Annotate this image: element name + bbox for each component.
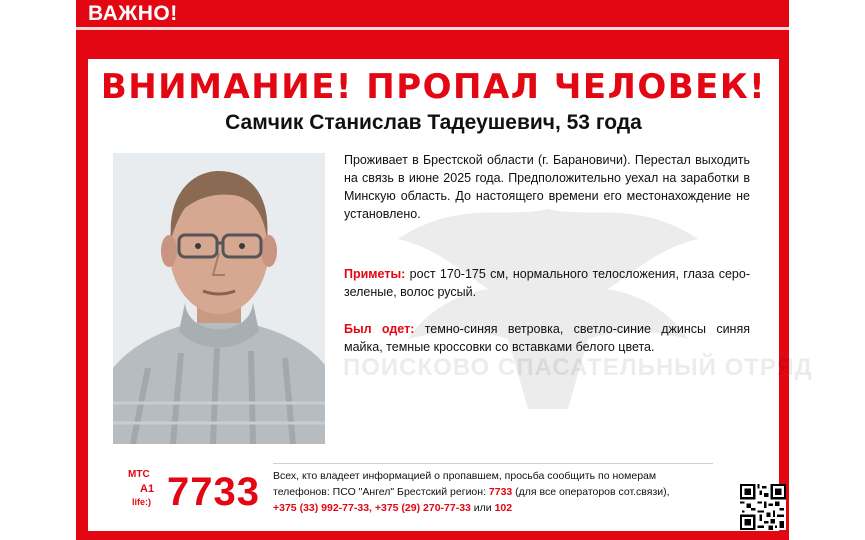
- watermark-text: ПОИСКОВО СПАСАТЕЛЬНЫЙ ОТРЯД: [343, 354, 813, 381]
- contact-phones: +375 (33) 992-77-33, +375 (29) 270-77-33: [273, 502, 471, 514]
- poster-card: [88, 59, 813, 531]
- contact-info: [273, 468, 733, 516]
- contact-line-2: [273, 484, 733, 500]
- clothes-text: темно-синяя ветровка, светло-синие джинсы синяя майка, темные кроссовки со вставками белого цвета.: [344, 322, 750, 354]
- top-banner: [76, 0, 789, 30]
- contact-line-1: Всех, кто владеет информацией о пропавшем, просьба сообщить по номерам: [273, 470, 657, 482]
- qr-code-icon[interactable]: [740, 484, 786, 530]
- banner-divider: [76, 27, 789, 30]
- emergency-number: 102: [494, 502, 513, 514]
- missing-person-poster: [76, 0, 813, 540]
- operators-logo-block: [128, 469, 268, 519]
- contact-or: или: [470, 502, 495, 514]
- signs-paragraph: [344, 265, 750, 301]
- signs-label: Приметы:: [344, 267, 406, 281]
- contact-line-2-prefix: телефонов: ПСО "Ангел" Брестский регион:: [273, 486, 489, 498]
- contact-line-3: [273, 500, 733, 516]
- person-name-age: Самчик Станислав Тадеушевич, 53 года: [225, 111, 642, 134]
- clothes-label: Был одет:: [344, 322, 415, 336]
- headline: ВНИМАНИЕ! ПРОПАЛ ЧЕЛОВЕК!: [100, 67, 767, 107]
- contact-short-number: 7733: [488, 486, 513, 498]
- a1-logo: A1: [140, 483, 155, 495]
- important-label: ВАЖНО!: [88, 2, 178, 25]
- short-number: 7733: [167, 470, 260, 514]
- signs-text: рост 170-175 см, нормального телосложения, глаза серо-зеленые, волос русый.: [344, 267, 750, 299]
- clothes-paragraph: [344, 320, 750, 356]
- missing-person-photo: [113, 153, 325, 444]
- contact-line-2-suffix: (для все операторов сот.связи),: [512, 486, 670, 498]
- footer-divider: [273, 463, 713, 464]
- life-logo: life:): [132, 497, 151, 507]
- mts-logo: МТС: [128, 469, 150, 480]
- description-text: Проживает в Брестской области (г. Барановичи). Перестал выходить на связь в июне 2025 года. Предположительно уехал на заработки в Минскую область. До настоящего времени его местонахождение не установлено.: [344, 153, 750, 221]
